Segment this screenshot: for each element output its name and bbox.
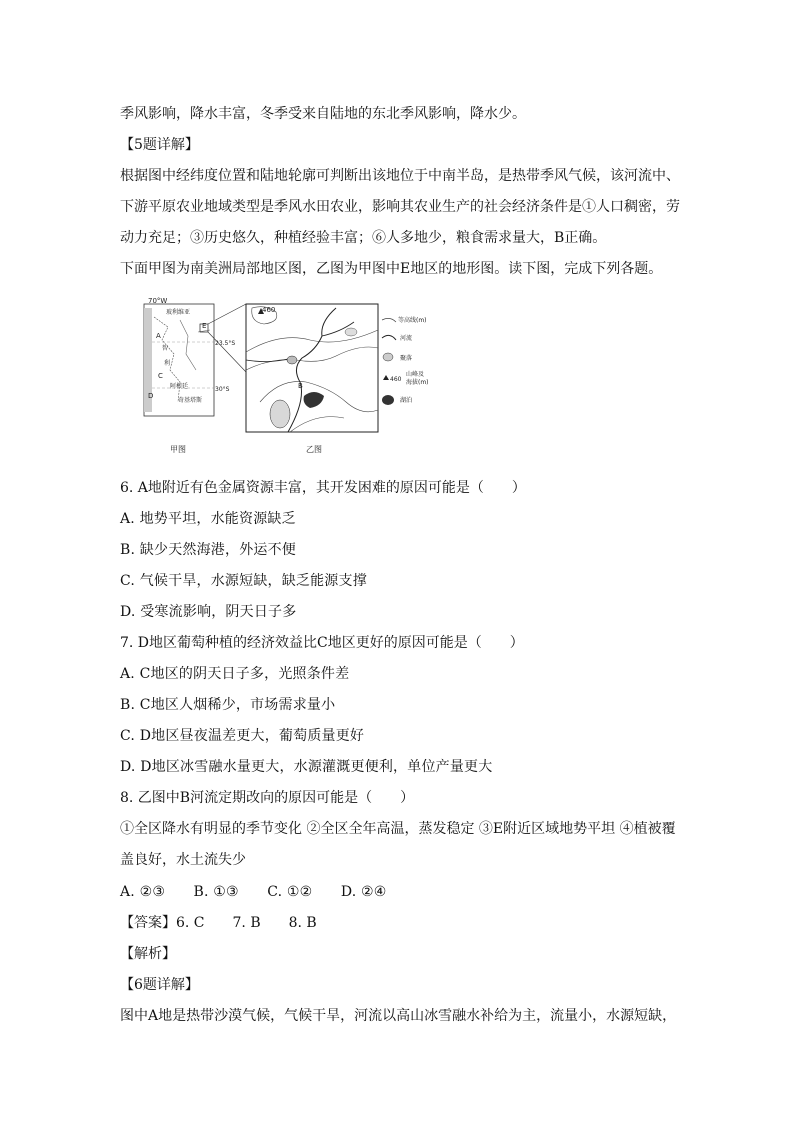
lake-shape (304, 392, 324, 408)
map-yi (246, 304, 378, 454)
caption-jia: 甲图 (170, 445, 186, 454)
q7-option-c: C. D地区昼夜温差更大，葡萄质量更好 (120, 728, 365, 744)
label-e: E (202, 322, 207, 330)
label-city: 奇基塔斯 (178, 397, 203, 404)
legend-lake-icon (382, 395, 394, 405)
settlement-1 (287, 356, 297, 364)
q6-option-a: A. 地势平坦，水能资源缺乏 (120, 511, 296, 527)
q7-option-d: D. D地区冰雪融水量更大，水源灌溉更便利，单位产量更大 (120, 759, 493, 775)
map-figure (140, 292, 445, 464)
q7-option-b: B. C地区人烟稀少，市场需求量小 (120, 697, 336, 713)
legend-peak-icon (383, 375, 389, 380)
label-lat-1: 23.5°S (215, 340, 236, 347)
section-heading-5: 【5题详解】 (120, 137, 199, 153)
q8-statements-1: ①全区降水有明显的季节变化 ②全区全年高温，蒸发稳定 ③E附近区域地势平坦 ④植被覆 (120, 821, 676, 837)
legend-peak-2: 海拔(m) (406, 379, 429, 386)
label-d: D (148, 392, 154, 400)
settlement-2 (270, 400, 290, 428)
label-c: C (158, 372, 163, 380)
label-b: B (298, 382, 303, 390)
q6-option-d: D. 受寒流影响，阴天日子多 (120, 604, 297, 620)
legend-settlement-icon (383, 353, 393, 361)
legend-peak-value: 460 (390, 376, 402, 383)
label-chile-1: 智 (162, 345, 169, 352)
map-jia (144, 297, 235, 454)
caption-yi: 乙图 (306, 445, 322, 454)
label-a: A (156, 332, 161, 340)
answer-line: 【答案】6. C 7. B 8. B (120, 915, 317, 931)
label-lon: 70°W (148, 297, 168, 305)
legend-peak-1: 山峰及 (406, 371, 425, 378)
text-line-5: 动力充足；③历史悠久，种植经验丰富；⑥人多地少，粮食需求量大，B正确。 (120, 230, 607, 246)
legend-contour: 等高线(m) (398, 317, 427, 324)
legend (382, 316, 429, 405)
q6-option-b: B. 缺少天然海港，外运不便 (120, 542, 296, 558)
label-argentina: 阿根廷 (170, 383, 189, 390)
text-line-3: 根据图中经纬度位置和陆地轮廓可判断出该地位于中南半岛，是热带季风气候，该河流中、 (120, 168, 680, 184)
intro-line: 下面甲图为南美洲局部地区图，乙图为甲图中E地区的地形图。读下图，完成下列各题。 (120, 261, 663, 277)
question-8: 8. 乙图中B河流定期改向的原因可能是（ ） (120, 790, 415, 806)
question-6: 6. A地附近有色金属资源丰富，其开发困难的原因可能是（ ） (120, 480, 526, 496)
text-line-1: 季风影响，降水丰富，冬季受来自陆地的东北季风影响，降水少。 (120, 106, 526, 122)
q8-statements-2: 盖良好，水土流失少 (120, 852, 246, 868)
q6-option-c: C. 气候干旱，水源短缺，缺乏能源支撑 (120, 573, 367, 589)
label-chile-2: 利 (164, 360, 171, 367)
explanation-line: 图中A地是热带沙漠气候，气候干旱，河流以高山冰雪融水补给为主，流量小，水源短缺， (120, 1008, 677, 1024)
label-bolivia: 玻利维亚 (166, 309, 191, 316)
section-heading-6: 【6题详解】 (120, 977, 199, 993)
question-7: 7. D地区葡萄种植的经济效益比C地区更好的原因可能是（ ） (120, 635, 524, 651)
map-peak-value: 460 (262, 306, 276, 314)
q7-option-a: A. C地区的阴天日子多，光照条件差 (120, 666, 350, 682)
text-line-4: 下游平原农业地域类型是季风水田农业，影响其农业生产的社会经济条件是①人口稠密，劳 (120, 199, 680, 215)
legend-lake: 湖泊 (400, 397, 413, 404)
label-lat-2: 30°S (215, 386, 230, 393)
q8-options: A. ②③ B. ①③ C. ①② D. ②④ (120, 884, 387, 900)
legend-settlement: 聚落 (400, 355, 413, 362)
analysis-heading: 【解析】 (120, 946, 176, 962)
legend-river: 河流 (400, 335, 413, 342)
